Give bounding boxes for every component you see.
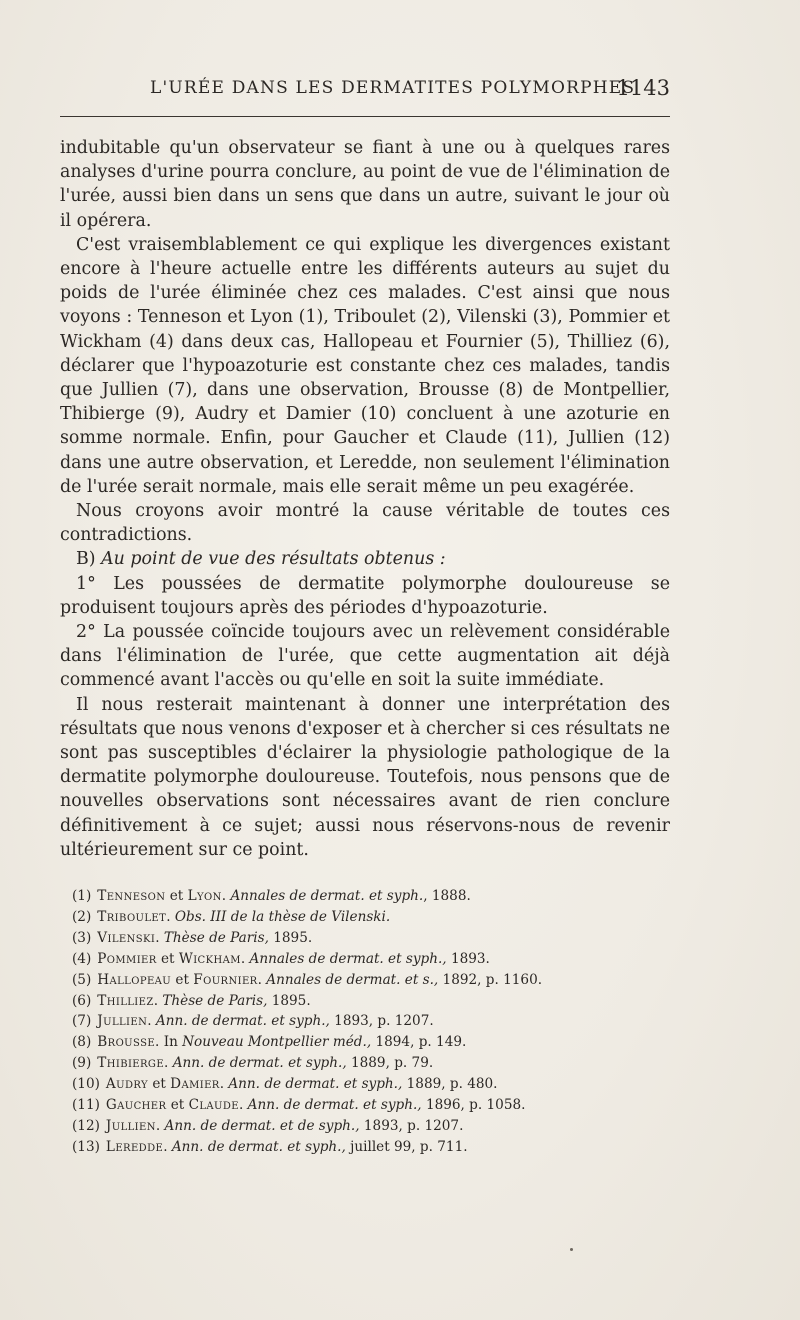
footnote: (10) Audry et Damier. Ann. de dermat. et syph., 1889, p. 480. [72, 1076, 498, 1093]
paragraph: Nous croyons avoir montré la cause véritable de toutes ces contradictions. [60, 501, 670, 546]
footnote-joiner: et [171, 971, 194, 988]
footnote-title: Ann. de dermat. et syph., [155, 1013, 330, 1030]
footnote-author: Audry [105, 1076, 148, 1093]
footnote-author: Thilliez [97, 992, 154, 1009]
footnote-author: Jullien [97, 1013, 148, 1030]
footnote-rest: 1892, p. 1160. [438, 971, 543, 988]
footnote-author: Tenneson [97, 888, 166, 904]
footnote-title: Thèse de Paris, [163, 929, 269, 946]
section-title: Au point de vue des résultats obtenus : [101, 549, 446, 570]
footnote-number: (12) [72, 1117, 100, 1134]
page-header [60, 78, 670, 108]
footnote: (9) Thibierge. Ann. de dermat. et syph., 1889, p. 79. [72, 1055, 434, 1072]
footnote-number: (6) [72, 992, 92, 1009]
paragraph: Il nous resterait maintenant à donner une interprétation des résultats que nous venons d'exposer et à chercher si ces résultats ne sont pas susceptibles d'éclairer la physiologie pathologique de la dermatite polymorphe douloureuse. Toutefois, nous pensons que de nouvelles observations sont nécessaires avant de rien conclure définitivement à ce sujet; aussi nous réservons-nous de revenir ultérieurement sur ce point. [60, 694, 670, 860]
footnote-author: Brousse [97, 1034, 156, 1051]
footnote-title: Annales de dermat. et syph., [249, 950, 447, 967]
footnote-author: Vilenski [97, 929, 156, 946]
ink-speck [570, 1248, 573, 1251]
footnote-number: (4) [72, 950, 92, 967]
footnote-author: Wickham [178, 950, 241, 967]
footnote-rest: 1894, p. 149. [371, 1034, 467, 1051]
footnote-number: (1) [72, 888, 92, 904]
paragraph: 2° La poussée coïncide toujours avec un relèvement considérable dans l'élimination de l'urée, que cette augmentation ait déjà commencé avant l'accès ou qu'elle en soit la suite immédiate. [60, 622, 670, 691]
footnote-title: Ann. de dermat. et syph., [247, 1097, 422, 1114]
footnote-prefix: In [163, 1034, 183, 1051]
footnote-number: (3) [72, 929, 92, 946]
page-number: 1143 [616, 76, 670, 100]
footnote: (6) Thilliez. Thèse de Paris, 1895. [72, 992, 311, 1009]
footnote-title: Ann. de dermat. et de syph., [164, 1117, 360, 1134]
footnote-author: Pommier [97, 950, 157, 967]
section-label: B) [76, 549, 96, 570]
body-text [60, 136, 670, 862]
footnote-author: Thibierge [97, 1055, 165, 1072]
footnote-rest: juillet 99, p. 711. [345, 1138, 468, 1155]
footnote: (12) Jullien. Ann. de dermat. et de syph., 1893, p. 1207. [72, 1117, 464, 1134]
footnote-rest: 1893, p. 1207. [329, 1013, 434, 1030]
footnote-joiner: et [148, 1076, 171, 1093]
footnote-title: Nouveau Montpellier méd., [182, 1034, 372, 1051]
footnote-number: (11) [72, 1097, 100, 1114]
footnote-number: (8) [72, 1034, 92, 1051]
footnote: (5) Hallopeau et Fournier. Annales de dermat. et s., 1892, p. 1160. [72, 971, 543, 988]
footnote-rest: 1893. [446, 950, 490, 967]
paragraph: indubitable qu'un observateur se fiant à une ou à quelques rares analyses d'urine pourra conclure, au point de vue de l'élimination de l'urée, aussi bien dans un sens que dans un autre, suivant le jour où il opérera. [60, 138, 670, 231]
footnote-number: (9) [72, 1055, 92, 1072]
paragraph: 1° Les poussées de dermatite polymorphe douloureuse se produisent toujours après des périodes d'hypoazoturie. [60, 573, 670, 618]
paragraph: C'est vraisemblablement ce qui explique les divergences existant encore à l'heure actuelle entre les différents auteurs au sujet du poids de l'urée éliminée chez ces malades. C'est ainsi que nous voyons : Tenneson et Lyon (1), Triboulet (2), Vilenski (3), Pommier et Wickham (4) dans deux cas, Hallopeau et Fournier (5), Thilliez (6), déclarer que l'hypoazoturie est constante chez ces malades, tandis que Jullien (7), dans une observation, Brousse (8) de Montpellier, Thibierge (9), Audry et Damier (10) concluent à une azoturie en somme normale. Enfin, pour Gaucher et Claude (11), Jullien (12) dans une autre observation, et Leredde, non seulement l'élimination de l'urée serait normale, mais elle serait même un peu exagérée. [60, 234, 670, 497]
footnote-title: Thèse de Paris, [162, 992, 268, 1009]
footnote-rest: 1889, p. 480. [402, 1076, 498, 1093]
footnote-title: Ann. de dermat. et syph., [171, 1138, 346, 1155]
footnote-joiner: et [166, 1097, 189, 1114]
footnote: (7) Jullien. Ann. de dermat. et syph., 1893, p. 1207. [72, 1013, 434, 1030]
footnote-author: Hallopeau [97, 971, 172, 988]
footnote-author: Gaucher [105, 1097, 167, 1114]
footnote-rest: , 1888. [423, 888, 471, 904]
footnote-rest: 1893, p. 1207. [359, 1117, 464, 1134]
footnote-title: Ann. de dermat. et syph., [172, 1055, 347, 1072]
footnote: (2) Triboulet. Obs. III de la thèse de Vilenski. [72, 908, 391, 925]
footnote-number: (5) [72, 971, 92, 988]
footnote-author: Fournier [193, 971, 258, 988]
footnote-title: Ann. de dermat. et syph., [228, 1076, 403, 1093]
footnote-number: (2) [72, 908, 92, 925]
footnote: (8) Brousse. In Nouveau Montpellier méd., 1894, p. 149. [72, 1034, 467, 1051]
footnote: (13) Leredde. Ann. de dermat. et syph., juillet 99, p. 711. [72, 1138, 468, 1155]
header-rule [60, 116, 670, 117]
footnote-number: (13) [72, 1138, 100, 1155]
footnote-title: Annales de dermat. et s., [266, 971, 439, 988]
footnote-rest: 1889, p. 79. [346, 1055, 434, 1072]
footnote-rest: 1896, p. 1058. [421, 1097, 526, 1114]
footnote: (4) Pommier et Wickham. Annales de dermat. et syph., 1893. [72, 950, 490, 967]
footnote-title: Obs. III de la thèse de Vilenski. [174, 908, 391, 925]
footnote-author: Leredde [105, 1138, 164, 1155]
footnote-title: Annales de dermat. et syph. [230, 888, 424, 904]
footnote-number: (7) [72, 1013, 92, 1030]
running-title: L'URÉE DANS LES DERMATITES POLYMORPHES [150, 78, 636, 98]
footnote-rest: 1895. [267, 992, 311, 1009]
footnote-joiner: et [156, 950, 179, 967]
footnote-author: Jullien [105, 1117, 156, 1134]
footnote-joiner: et [165, 888, 188, 904]
footnote: (11) Gaucher et Claude. Ann. de dermat. et syph., 1896, p. 1058. [72, 1097, 526, 1114]
footnote: (3) Vilenski. Thèse de Paris, 1895. [72, 929, 313, 946]
footnote-rest: 1895. [268, 929, 313, 946]
footnote: (1) Tenneson et Lyon. Annales de dermat. et syph., 1888. [72, 888, 471, 904]
footnote-number: (10) [72, 1076, 100, 1093]
footnotes [72, 886, 672, 1158]
footnote-author: Claude [188, 1097, 239, 1114]
footnote-author: Damier [170, 1076, 220, 1093]
footnote-author: Triboulet [97, 908, 167, 925]
footnote-author: Lyon [187, 888, 222, 904]
section-heading [60, 547, 670, 571]
